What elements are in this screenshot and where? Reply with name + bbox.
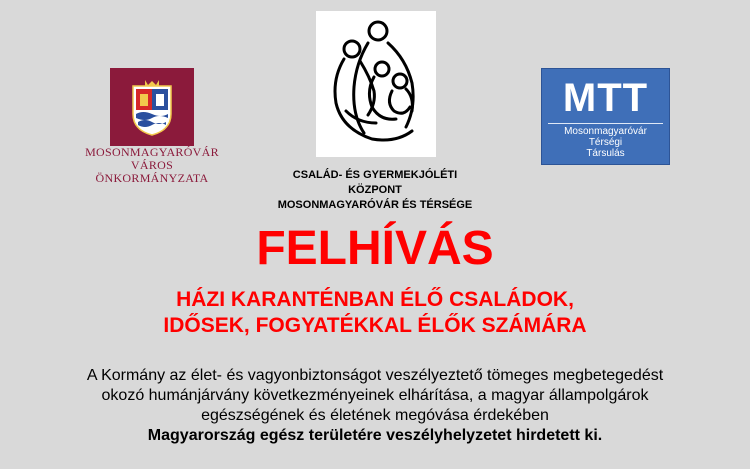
city-name-line: ÖNKORMÁNYZATA <box>95 171 209 185</box>
organization-line: CSALÁD- ÉS GYERMEKJÓLÉTI <box>292 169 458 181</box>
city-name-line: MOSONMAGYARÓVÁR <box>85 145 219 159</box>
body-bold-line: Magyarország egész területére veszélyhelyzetet hirdetett ki. <box>147 427 603 444</box>
body-line: egészségének és életének megóvása érdekében <box>201 407 549 424</box>
headline: FELHÍVÁS <box>256 222 494 275</box>
organization-line: KÖZPONT <box>348 184 402 196</box>
body-text <box>0 366 750 446</box>
subheadline <box>0 287 750 339</box>
shield-icon <box>131 80 173 136</box>
organization-name <box>220 168 530 213</box>
mtt-divider <box>548 123 663 124</box>
subheadline-line: IDŐSEK, FOGYATÉKKAL ÉLŐK SZÁMÁRA <box>163 314 587 337</box>
family-center-logo <box>316 11 436 157</box>
mtt-logo <box>541 68 670 165</box>
mtt-subtitle-line: Térségi <box>588 137 623 148</box>
body-line: A Kormány az élet- és vagyonbiztonságot veszélyeztető tömeges megbetegedést <box>86 367 664 384</box>
mtt-subtitle-line: Társulás <box>586 148 625 159</box>
mtt-subtitle-line: Mosonmagyaróvár <box>564 126 647 137</box>
city-name-text <box>78 146 226 185</box>
subheadline-line: HÁZI KARANTÉNBAN ÉLŐ CSALÁDOK, <box>176 288 574 311</box>
family-drawing-icon <box>316 11 436 157</box>
body-line: okozó humánjárvány következményeinek elhárítása, a magyar állampolgárok <box>101 387 649 404</box>
city-name-line: VÁROS <box>130 158 174 172</box>
organization-line: MOSONMAGYARÓVÁR ÉS TÉRSÉGE <box>277 199 473 211</box>
mtt-acronym: MTT <box>562 76 649 120</box>
city-coat-of-arms-logo <box>78 68 238 188</box>
